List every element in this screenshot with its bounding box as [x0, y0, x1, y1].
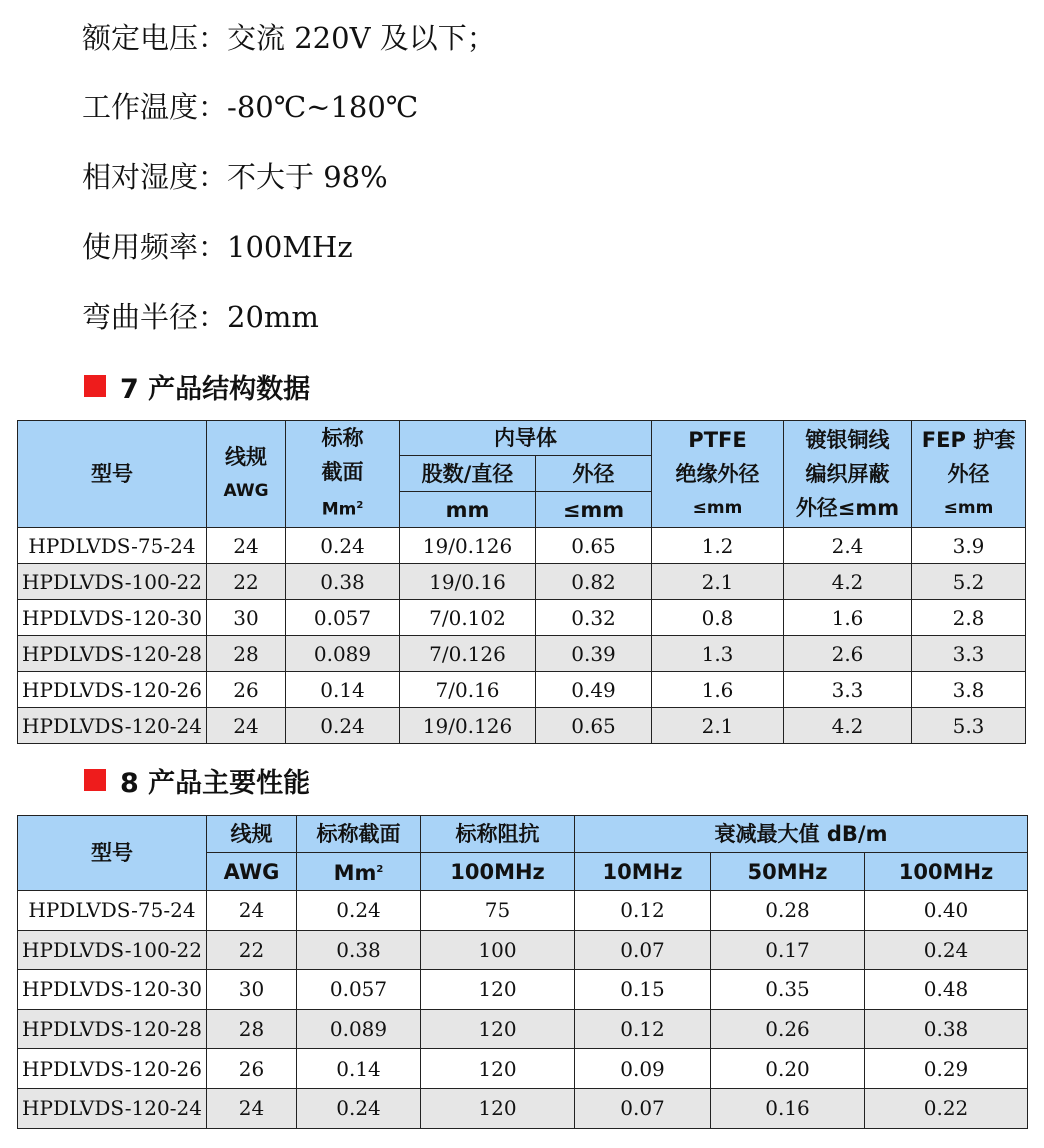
cell-model: HPDLVDS-120-24: [18, 708, 207, 744]
header-inner-conductor: 内导体: [400, 421, 652, 456]
cell-shield: 4.2: [784, 708, 912, 744]
cell-outer-diameter: 0.32: [536, 600, 652, 636]
cell-model: HPDLVDS-120-28: [18, 636, 207, 672]
header-strands-unit: mm: [400, 492, 536, 528]
cell-strands: 19/0.16: [400, 564, 536, 600]
cell-shield: 2.6: [784, 636, 912, 672]
cell-cross-section: 0.089: [297, 1009, 421, 1049]
spec-relative-humidity: 相对湿度：不大于 98%: [82, 160, 388, 194]
cell-awg: 30: [207, 970, 297, 1010]
header-shield: 镀银铜线 编织屏蔽 外径≤mm: [784, 421, 912, 528]
cell-atten-100mhz: 0.48: [865, 970, 1028, 1010]
cell-awg: 24: [207, 708, 286, 744]
table-row: [18, 891, 1028, 931]
spec-rated-voltage: 额定电压：交流 220V 及以下；: [82, 21, 496, 55]
cell-model: HPDLVDS-75-24: [18, 891, 207, 931]
cell-strands: 19/0.126: [400, 708, 536, 744]
table-row: [18, 708, 1026, 744]
cell-shield: 1.6: [784, 600, 912, 636]
cell-ptfe: 1.6: [652, 672, 784, 708]
red-square-bullet-icon: [84, 375, 106, 397]
cell-cross-section: 0.089: [286, 636, 400, 672]
table-row: [18, 1088, 1028, 1128]
cell-atten-50mhz: 0.28: [711, 891, 865, 931]
cell-awg: 26: [207, 1049, 297, 1089]
cell-awg: 28: [207, 636, 286, 672]
header-awg-unit: AWG: [207, 853, 297, 891]
cell-atten-10mhz: 0.15: [575, 970, 711, 1010]
header-ptfe: PTFE 绝缘外径 ≤mm: [652, 421, 784, 528]
cell-cross-section: 0.24: [286, 708, 400, 744]
header-fep: FEP 护套 外径 ≤mm: [912, 421, 1026, 528]
cell-shield: 3.3: [784, 672, 912, 708]
table-row: [18, 970, 1028, 1010]
header-strands: 股数/直径: [400, 456, 536, 492]
header-cross-section: 标称截面: [297, 816, 421, 853]
cell-strands: 19/0.126: [400, 528, 536, 564]
table-row: [18, 930, 1028, 970]
spec-working-temperature: 工作温度：-80℃~180℃: [82, 90, 419, 124]
performance-table: [17, 815, 1028, 1129]
header-model: 型号: [18, 816, 207, 891]
cell-ptfe: 0.8: [652, 600, 784, 636]
table-row: [18, 636, 1026, 672]
cell-fep: 2.8: [912, 600, 1026, 636]
cell-impedance: 100: [421, 930, 575, 970]
section-7-heading: 7 产品结构数据: [84, 368, 310, 404]
cell-impedance: 120: [421, 1009, 575, 1049]
header-cross-section-unit: Mm$^2$: [297, 853, 421, 891]
cell-impedance: 120: [421, 970, 575, 1010]
table-row: [18, 528, 1026, 564]
header-attenuation: 衰减最大值 dB/m: [575, 816, 1028, 853]
cell-cross-section: 0.38: [297, 930, 421, 970]
cell-atten-100mhz: 0.29: [865, 1049, 1028, 1089]
cell-model: HPDLVDS-120-28: [18, 1009, 207, 1049]
cell-ptfe: 1.2: [652, 528, 784, 564]
cell-atten-10mhz: 0.07: [575, 1088, 711, 1128]
cell-strands: 7/0.16: [400, 672, 536, 708]
cell-awg: 24: [207, 1088, 297, 1128]
cell-model: HPDLVDS-120-30: [18, 600, 207, 636]
cell-atten-50mhz: 0.20: [711, 1049, 865, 1089]
header-model: 型号: [18, 421, 207, 528]
spec-frequency: 使用频率：100MHz: [82, 230, 353, 264]
header-impedance-frequency: 100MHz: [421, 853, 575, 891]
cell-awg: 24: [207, 528, 286, 564]
section-8-heading: 8 产品主要性能: [84, 762, 310, 798]
header-awg: 线规: [207, 816, 297, 853]
cell-outer-diameter: 0.49: [536, 672, 652, 708]
cell-cross-section: 0.057: [286, 600, 400, 636]
header-50mhz: 50MHz: [711, 853, 865, 891]
table-row: [18, 1049, 1028, 1089]
header-impedance: 标称阻抗: [421, 816, 575, 853]
cell-cross-section: 0.14: [286, 672, 400, 708]
cell-shield: 2.4: [784, 528, 912, 564]
cell-impedance: 120: [421, 1049, 575, 1089]
cell-atten-50mhz: 0.26: [711, 1009, 865, 1049]
cell-model: HPDLVDS-100-22: [18, 564, 207, 600]
red-square-bullet-icon: [84, 769, 106, 791]
cell-awg: 22: [207, 564, 286, 600]
cell-atten-10mhz: 0.12: [575, 1009, 711, 1049]
cell-fep: 3.8: [912, 672, 1026, 708]
cell-fep: 5.2: [912, 564, 1026, 600]
cell-atten-50mhz: 0.35: [711, 970, 865, 1010]
cell-atten-10mhz: 0.09: [575, 1049, 711, 1089]
cell-model: HPDLVDS-75-24: [18, 528, 207, 564]
cell-atten-10mhz: 0.12: [575, 891, 711, 931]
cell-strands: 7/0.126: [400, 636, 536, 672]
spec-bend-radius: 弯曲半径：20mm: [82, 300, 319, 334]
cell-model: HPDLVDS-120-30: [18, 970, 207, 1010]
cell-outer-diameter: 0.65: [536, 708, 652, 744]
header-outer-diameter: 外径: [536, 456, 652, 492]
header-100mhz: 100MHz: [865, 853, 1028, 891]
table-row: [18, 1009, 1028, 1049]
cell-ptfe: 1.3: [652, 636, 784, 672]
cell-model: HPDLVDS-120-24: [18, 1088, 207, 1128]
cell-awg: 22: [207, 930, 297, 970]
cell-cross-section: 0.24: [286, 528, 400, 564]
header-10mhz: 10MHz: [575, 853, 711, 891]
table-row: [18, 564, 1026, 600]
cell-outer-diameter: 0.65: [536, 528, 652, 564]
cell-impedance: 120: [421, 1088, 575, 1128]
cell-cross-section: 0.057: [297, 970, 421, 1010]
table-row: [18, 600, 1026, 636]
cell-atten-50mhz: 0.16: [711, 1088, 865, 1128]
cell-cross-section: 0.14: [297, 1049, 421, 1089]
cell-shield: 4.2: [784, 564, 912, 600]
header-outer-diameter-unit: ≤mm: [536, 492, 652, 528]
table-row: [18, 672, 1026, 708]
cell-atten-100mhz: 0.22: [865, 1088, 1028, 1128]
cell-impedance: 75: [421, 891, 575, 931]
cell-fep: 3.3: [912, 636, 1026, 672]
cell-cross-section: 0.24: [297, 1088, 421, 1128]
cell-awg: 28: [207, 1009, 297, 1049]
cell-cross-section: 0.38: [286, 564, 400, 600]
cell-cross-section: 0.24: [297, 891, 421, 931]
cell-model: HPDLVDS-120-26: [18, 1049, 207, 1089]
cell-awg: 24: [207, 891, 297, 931]
header-awg: 线规 AWG: [207, 421, 286, 528]
cell-atten-100mhz: 0.38: [865, 1009, 1028, 1049]
cell-model: HPDLVDS-100-22: [18, 930, 207, 970]
cell-fep: 5.3: [912, 708, 1026, 744]
cell-outer-diameter: 0.82: [536, 564, 652, 600]
cell-model: HPDLVDS-120-26: [18, 672, 207, 708]
cell-strands: 7/0.102: [400, 600, 536, 636]
cell-atten-100mhz: 0.24: [865, 930, 1028, 970]
cell-atten-10mhz: 0.07: [575, 930, 711, 970]
cell-atten-50mhz: 0.17: [711, 930, 865, 970]
structure-data-table: [17, 420, 1026, 744]
header-cross-section: 标称 截面 Mm$^2$: [286, 421, 400, 528]
cell-fep: 3.9: [912, 528, 1026, 564]
cell-atten-100mhz: 0.40: [865, 891, 1028, 931]
cell-ptfe: 2.1: [652, 564, 784, 600]
cell-awg: 30: [207, 600, 286, 636]
cell-ptfe: 2.1: [652, 708, 784, 744]
cell-awg: 26: [207, 672, 286, 708]
cell-outer-diameter: 0.39: [536, 636, 652, 672]
